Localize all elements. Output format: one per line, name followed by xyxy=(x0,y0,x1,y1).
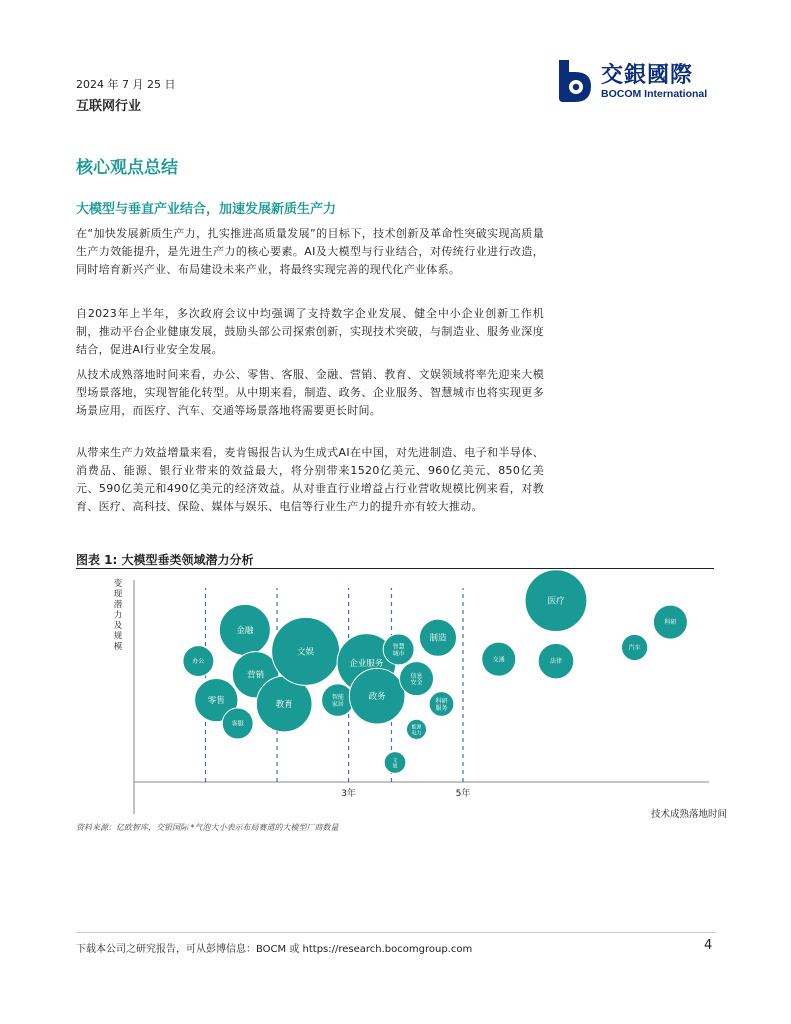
x-tick-label: 5年 xyxy=(455,789,471,799)
bubble-label: 制造 xyxy=(429,633,447,644)
bubble-政务 xyxy=(349,668,405,724)
bubble-制造 xyxy=(419,619,456,656)
bubble-label: 信息安全 xyxy=(410,672,423,687)
bubble-金融 xyxy=(219,604,270,655)
bubble-label: 科研 xyxy=(664,619,677,627)
bubble-label: 金融 xyxy=(236,625,254,636)
bubble-label: 医疗 xyxy=(547,596,565,607)
bubble-文旅 xyxy=(384,752,406,774)
bubble-label: 企业服务 xyxy=(349,659,384,670)
page-number: 4 xyxy=(704,938,713,953)
bubble-label: 智慧城市 xyxy=(392,643,405,658)
bubble-label: 科研服务 xyxy=(435,698,448,712)
bubble-label: 政务 xyxy=(368,692,386,703)
section-title: 核心观点总结 xyxy=(76,158,178,178)
bubble-label: 办公 xyxy=(192,658,205,666)
figure-source: 资料来源：亿欧智库，交银国际 *气泡大小表示布局赛道的大模型厂商数量 xyxy=(76,823,339,832)
paragraph-4: 从带来生产力效益增量来看，麦肯锡报告认为生成式AI在中国，对先进制造、电子和半导体、消费品、能源、银行业带来的效益最大，将分别带来1520亿美元、960亿美元、850亿美元、590亿美元和490亿美元的经济效益。从对垂直行业增益占行业营收规模比例来看，对教育、医疗、高科技、保险、媒体与娱乐、电信等行业生产力的提升亦有较大推动。 xyxy=(76,446,544,513)
bubble-汽车 xyxy=(621,634,647,660)
y-axis-label: 变现潜力及规模 xyxy=(113,579,123,652)
report-date: 2024 年 7 月 25 日 xyxy=(76,78,176,91)
bubble-label: 客服 xyxy=(231,720,244,728)
paragraph-1: 在“加快发展新质生产力，扎实推进高质量发展”的目标下，技术创新及革命性突破实现高质量生产力效能提升，是先进生产力的核心要素。AI及大模型与行业结合，对传统行业进行改造，同时培育新兴产业、布局建设未来产业，将最终实现完善的现代化产业体系。 xyxy=(76,227,544,276)
figure-title: 图表 1: 大模型垂类领域潜力分析 xyxy=(76,553,254,567)
bubble-label: 营销 xyxy=(247,670,265,681)
bubble-医疗 xyxy=(525,570,587,632)
bubble-办公 xyxy=(183,646,214,677)
logo-english-name: BOCOM International xyxy=(601,88,708,100)
paragraph-2: 自2023年上半年，多次政府会议中均强调了支持数字企业发展、健全中小企业创新工作机制，推动平台企业健康发展，鼓励头部公司探索创新，实现技术突破，与制造业、服务业深度结合，促进AI行业安全发展。 xyxy=(76,307,544,356)
industry-label: 互联网行业 xyxy=(76,99,142,114)
bubble-chart xyxy=(76,570,728,820)
bubble-能源电力 xyxy=(406,719,426,739)
bubble-交通 xyxy=(482,642,516,676)
figure-divider xyxy=(76,568,714,569)
bubble-科研 xyxy=(653,605,687,639)
x-axis-label: 技术成熟落地时间 xyxy=(650,809,728,820)
bubble-文娱 xyxy=(272,617,340,685)
paragraph-3: 从技术成熟落地时间来看，办公、零售、客服、金融、营销、教育、文娱领域将率先迎来大模型场景落地，实现智能化转型。从中期来看，制造、政务、企业服务、智慧城市也将实现更多场景应用，而医疗、汽车、交通等场景落地将需要更长时间。 xyxy=(76,368,544,417)
bubble-法律 xyxy=(538,643,574,679)
logo-chinese-name: 交銀國際 xyxy=(601,62,694,88)
bubble-label: 智能家居 xyxy=(331,694,344,709)
bubble-label: 法律 xyxy=(549,658,562,666)
bubble-label: 交通 xyxy=(492,656,505,664)
sub-title: 大模型与垂直产业结合，加速发展新质生产力 xyxy=(76,202,337,217)
bubble-label: 文旅 xyxy=(392,757,398,770)
company-logo xyxy=(553,58,723,104)
bubble-客服 xyxy=(222,708,253,739)
bubble-label: 能源电力 xyxy=(411,724,422,737)
bubble-智慧城市 xyxy=(383,634,414,665)
x-tick-label: 3年 xyxy=(341,789,356,799)
bubble-label: 零售 xyxy=(207,696,225,707)
bubble-科研服务 xyxy=(429,692,454,717)
footer-text: 下载本公司之研究报告，可从彭博信息：BOCM 或 https://research.bocomgroup.com xyxy=(76,944,473,955)
bubble-label: 教育 xyxy=(275,699,293,710)
bubble-信息安全 xyxy=(400,662,434,696)
bocom-logo-icon xyxy=(553,58,595,104)
bubble-label: 文娱 xyxy=(297,647,315,658)
bubble-label: 汽车 xyxy=(628,644,641,652)
footer-divider xyxy=(76,932,716,933)
